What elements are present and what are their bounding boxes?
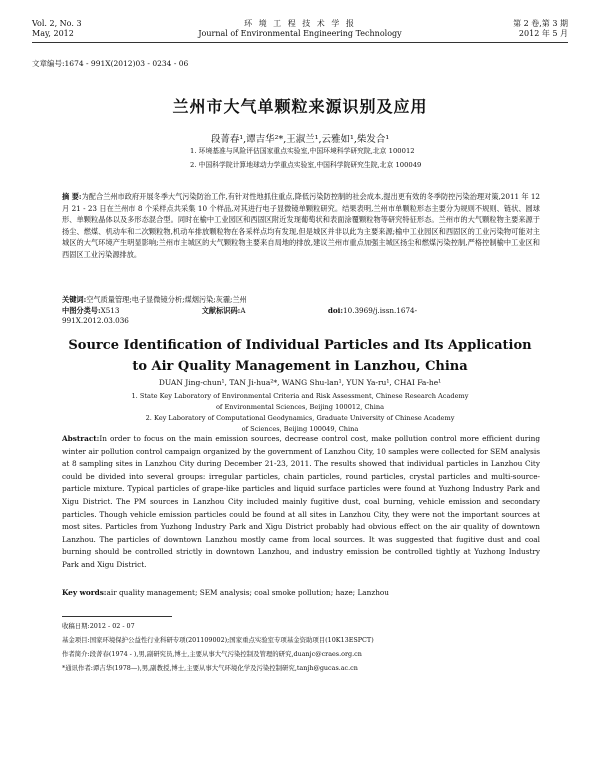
doc-code xyxy=(202,306,286,315)
en-keywords-label: Key words: xyxy=(62,588,107,597)
footnote-corresponding: *通讯作者:谭吉华(1978—),男,副教授,博士,主要从事大气环境化学及污染控制研究,tanjh@gucas.ac.cn xyxy=(62,664,358,672)
en-title-line-1: Source Identification of Individual Particles and Its Application xyxy=(68,338,532,353)
en-abstract xyxy=(62,433,540,572)
en-affiliation-2 xyxy=(0,413,600,435)
header-center xyxy=(0,19,600,39)
en-affiliation-2-line-2: of Sciences, Beijing 100049, China xyxy=(241,425,359,433)
cn-classification xyxy=(62,306,540,325)
header-date: May, 2012 xyxy=(32,29,74,38)
header-volume: Vol. 2, No. 3 xyxy=(32,19,82,28)
cn-authors: 段菁春¹,谭吉华²*,王淑兰¹,云雅如¹,柴发合¹ xyxy=(210,134,390,145)
en-title-line-2: to Air Quality Management in Lanzhou, China xyxy=(132,359,468,374)
footnote-rule xyxy=(62,616,172,617)
doi-value: 10.3969/j.issn.1674-991X.2012.03.036 xyxy=(62,306,418,325)
clc-value: X513 xyxy=(100,306,120,315)
en-abstract-text: In order to focus on the main emission sources, decrease control cost, make pollution control more efficient during winter air pollution control campaign organized by the government of Lanzhou City, 10 samples were collected for SEM analysis at 8 sampling sites in Lanzhou City during December 21-23, 2011. The results showed that individual particles in Lanzhou City could be divided into several groups: irregular particles, chain particles, round particles, crystal particles and multi-source-particle mixture. Typical particles of grape-like particles and liquid surface particles were found at Yuzhong Industry Park and Xigu District. The PM sources in Lanzhou City included mainly fugitive dust, coal burning, vehicle emission and secondary particles. Though vehicle emission particles could be found at all sites in Lanzhou City, they were not the important sources at most sites. Particles from Yuzhong Industry Park and Xigu District probably had obvious effect on the air quality of downtown Lanzhou. The particles of downtown Lanzhou mostly came from local sources. It was suggested that fugitive dust and coal burning should be controlled strictly in downtown Lanzhou, and industry emission be controlled tightly at Yuzhong Industry Park and Xigu District. xyxy=(62,434,540,569)
footnote-received: 收稿日期:2012 - 02 - 07 xyxy=(62,622,135,630)
cn-abstract-text: 为配合兰州市政府开展冬季大气污染防治工作,有针对性地抓住重点,降低污染防控制的社会成本,提出更有效的冬季防控污染治理对策,2011 年 12 月 21 - 23 日在兰州市 8 个采样点共采集 10 个样品,对其进行电子显微镜单颗粒研究。结果表明,兰州市单颗粒形态主要分为规则不规则、链状、圆球形、单颗粒晶体以及多形态混合型。同时在榆中工业园区和西固区附近发现葡萄状和表面涂覆颗粒物等研究特征形态。兰州市的大气颗粒物主要来源于扬尘、燃煤、机动车和二次颗粒物,机动车排放颗粒物在各采样点均有发现,但是城区并非以此为主要来源;榆中工业园区和西固区的工业污染物可能对主城区的大气环境产生明显影响;兰州市主城区的大气颗粒物主要来自局地的排放,建议兰州市重点加强主城区扬尘和燃煤污染控制,严格控制榆中工业区和西固区工业污染源排放。 xyxy=(62,192,541,259)
cn-affiliation-2: 2. 中国科学院计算地球动力学重点实验室,中国科学院研究生院,北京 100049 xyxy=(190,161,422,169)
cn-keywords-text: 空气质量管理;电子显微镜分析;煤烟污染;灰霾;兰州 xyxy=(86,295,247,304)
en-keywords xyxy=(62,588,540,597)
en-affiliation-1-line-2: of Environmental Sciences, Beijing 100012, China xyxy=(215,403,385,411)
header-volume-cn: 第 2 卷,第 3 期 xyxy=(513,19,568,28)
doi-label: doi: xyxy=(327,306,344,315)
en-abstract-label: Abstract: xyxy=(62,434,100,443)
journal-name-en: Journal of Environmental Engineering Technology xyxy=(198,29,402,38)
cn-affiliation-1: 1. 环境基准与风险评估国家重点实验室,中国环境科学研究院,北京 100012 xyxy=(190,147,415,155)
clc-code xyxy=(62,306,159,315)
en-affiliation-2-line-1: 2. Key Laboratory of Computational Geodynamics, Graduate University of Chinese Academy xyxy=(145,414,455,422)
clc-label: 中图分类号: xyxy=(62,306,101,315)
doc-code-label: 文献标识码: xyxy=(201,306,241,315)
en-affiliation-1-line-1: 1. State Key Laboratory of Environmental Criteria and Risk Assessment, Chinese Research Academy xyxy=(131,392,469,400)
footnote-author: 作者简介:段菁春(1974 - ),男,副研究员,博士,主要从事大气污染控制及管理的研究,duanjc@craes.org.cn xyxy=(62,650,362,658)
header-right xyxy=(513,19,568,39)
cn-keywords xyxy=(62,295,540,305)
cn-keywords-label: 关键词: xyxy=(62,295,87,304)
header-date-cn: 2012 年 5 月 xyxy=(518,29,568,38)
cn-title: 兰州市大气单颗粒来源识别及应用 xyxy=(172,97,428,116)
en-keywords-text: air quality management; SEM analysis; coal smoke pollution; haze; Lanzhou xyxy=(106,588,389,597)
header-rule xyxy=(32,42,568,43)
journal-name-cn: 环 境 工 程 技 术 学 报 xyxy=(244,19,356,28)
doc-code-value: A xyxy=(240,306,246,315)
en-affiliation-1 xyxy=(0,391,600,413)
footnote-funding: 基金项目:国家环境保护公益性行业科研专项(201109002);国家重点实验室专项基金资助项目(10K13ESPCT) xyxy=(62,636,374,644)
en-authors: DUAN Jing-chun¹, TAN Ji-hua²*, WANG Shu-lan¹, YUN Ya-ru¹, CHAI Fa-he¹ xyxy=(158,378,442,387)
article-number: 文章编号:1674 - 991X(2012)03 - 0234 - 06 xyxy=(32,59,189,68)
cn-abstract-label: 摘 要: xyxy=(62,192,82,201)
cn-abstract xyxy=(62,191,540,261)
en-title xyxy=(0,335,600,377)
